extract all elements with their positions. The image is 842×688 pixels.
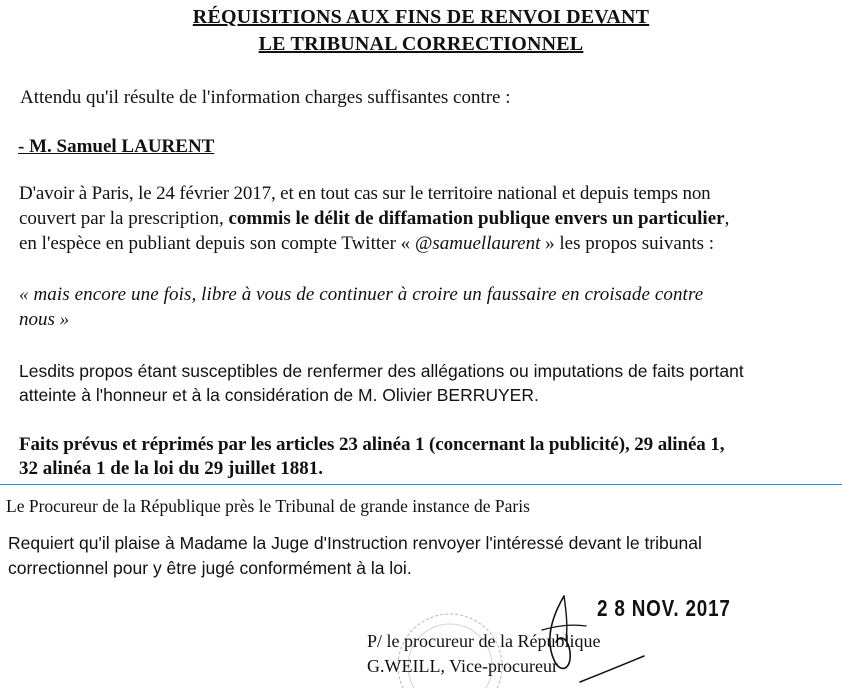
request-line-2: correctionnel pour y être jugé conformément à la loi. — [8, 558, 412, 578]
request-line-1: Requiert qu'il plaise à Madame la Juge d'Instruction renvoyer l'intéressé devant le tribunal — [8, 533, 702, 553]
title-line-2: LE TRIBUNAL CORRECTIONNEL — [258, 33, 584, 55]
charge-line-2 — [19, 207, 729, 231]
articles-line-1: Faits prévus et réprimés par les articles 23 alinéa 1 (concernant la publicité), 29 alinéa 1, — [19, 434, 725, 455]
quote-line-1: « mais encore une fois, libre à vous de continuer à croire un faussaire en croisade contre — [19, 284, 704, 305]
section-divider — [0, 484, 842, 485]
handwritten-signature — [520, 590, 670, 688]
defendant-name: - M. Samuel LAURENT — [18, 136, 215, 157]
allegation-line-1: Lesdits propos étant susceptibles de renfermer des allégations ou imputations de faits portant — [19, 361, 744, 381]
signature-line-1: P/ le procureur de la République — [367, 631, 601, 651]
twitter-handle: @samuellaurent — [414, 233, 541, 254]
charge-line-3-end: » les propos suivants : — [540, 233, 715, 254]
quote-line-2: nous » — [19, 309, 70, 330]
prosecutor-line: Le Procureur de la République près le Tribunal de grande instance de Paris — [6, 496, 530, 516]
charge-line-1: D'avoir à Paris, le 24 février 2017, et en tout cas sur le territoire national et depuis temps non — [19, 183, 711, 204]
articles-line-2: 32 alinéa 1 de la loi du 29 juillet 1881. — [19, 458, 324, 479]
signature-line-2: G.WEILL, Vice-procureur — [367, 656, 558, 676]
intro-text: Attendu qu'il résulte de l'information charges suffisantes contre : — [20, 87, 511, 108]
charge-offense: commis le délit de diffamation publique envers un particulier — [228, 208, 725, 229]
charge-line-2-end: , — [724, 208, 730, 229]
charge-line-3-start: en l'espèce en publiant depuis son compte Twitter « — [19, 233, 415, 254]
stamp-date: 2 8 NOV. 2017 — [597, 595, 731, 621]
charge-line-2-start: couvert par la prescription, — [19, 208, 229, 229]
allegation-line-2: atteinte à l'honneur et à la considération de M. Olivier BERRUYER. — [19, 385, 539, 405]
title-line-1: RÉQUISITIONS AUX FINS DE RENVOI DEVANT — [192, 6, 650, 28]
charge-line-3 — [19, 232, 714, 256]
